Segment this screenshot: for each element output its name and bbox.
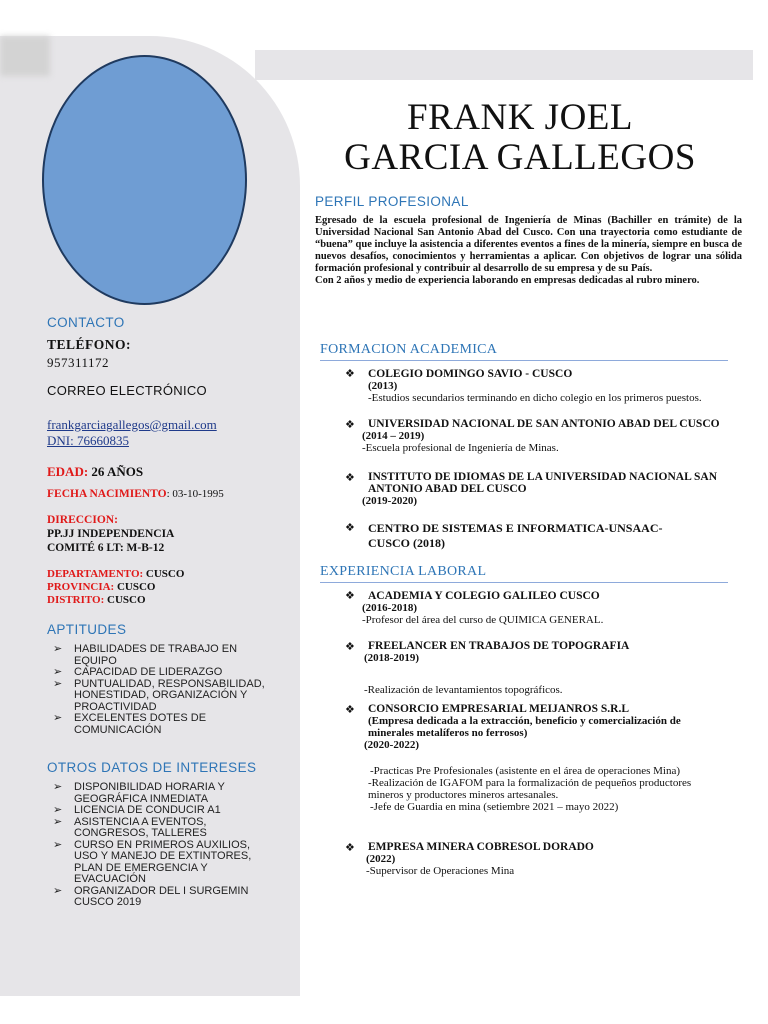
name-line-1: FRANK JOEL: [407, 97, 633, 138]
experiencia-entry: [366, 841, 746, 877]
provincia-value: CUSCO: [114, 581, 156, 593]
list-item: [47, 840, 272, 886]
experiencia-entry: [362, 590, 742, 626]
otros-text: LICENCIA DE CONDUCIR A1: [74, 804, 221, 816]
list-item: [47, 886, 272, 909]
formacion-heading: FORMACION ACADEMICA: [320, 342, 728, 361]
entry-year: (2014 – 2019): [362, 430, 425, 442]
otros-text: DISPONIBILIDAD HORARIA Y GEOGRÁFICA INMEDIATA: [74, 781, 225, 805]
diamond-icon: ❖: [345, 842, 355, 854]
entry-title: CONSORCIO EMPRESARIAL MEIJANROS S.R.L: [368, 703, 630, 715]
entry-desc: -Realización de levantamientos topográficos.: [364, 684, 563, 696]
otros-text: ORGANIZADOR DEL I SURGEMIN CUSCO 2019: [74, 884, 249, 908]
profile-photo-placeholder: [42, 55, 247, 305]
departamento-label: DEPARTAMENTO:: [47, 568, 144, 580]
diamond-icon: ❖: [345, 522, 355, 534]
otros-list: [47, 782, 272, 909]
formacion-entry: [368, 368, 738, 404]
telefono-value: 957311172: [47, 355, 110, 370]
experiencia-heading: EXPERIENCIA LABORAL: [320, 564, 728, 583]
experiencia-entry: [364, 703, 744, 813]
aptitud-text: HABILIDADES DE TRABAJO EN EQUIPO: [74, 643, 238, 667]
fecha-row: [47, 488, 224, 500]
entry-subtitle: (Empresa dedicada a la extracción, beneficio y comercialización de minerales metalíferos no ferrosos): [368, 715, 681, 739]
diamond-icon: ❖: [345, 641, 355, 653]
list-item: [47, 713, 282, 736]
formacion-entry: [362, 471, 742, 507]
perfil-text: [315, 215, 742, 287]
entry-desc: -Realización de IGAFOM para la formalización de pequeños productores mineros y productores mineros artesanales.: [368, 777, 692, 801]
arrow-icon: ➢: [53, 781, 63, 793]
entry-year: (2019-2020): [362, 495, 417, 507]
aptitudes-heading: APTITUDES: [47, 622, 127, 637]
direccion-line-2: COMITÉ 6 LT: M-B-12: [47, 542, 165, 554]
entry-desc: -Jefe de Guardia en mina (setiembre 2021 – mayo 2022): [370, 801, 619, 813]
otros-heading: OTROS DATOS DE INTERESES: [47, 760, 257, 775]
entry-title: UNIVERSIDAD NACIONAL DE SAN ANTONIO ABAD DEL CUSCO: [368, 418, 720, 430]
edad-value: 26 AÑOS: [91, 464, 144, 479]
telefono-label: TELÉFONO:: [47, 337, 132, 352]
direccion-label: DIRECCION:: [47, 514, 118, 526]
arrow-icon: ➢: [53, 815, 63, 828]
entry-desc: -Practicas Pre Profesionales (asistente en el área de operaciones Mina): [370, 765, 681, 777]
arrow-icon: ➢: [53, 712, 63, 724]
header-band: [255, 50, 753, 80]
perfil-heading: PERFIL PROFESIONAL: [315, 194, 469, 209]
formacion-entry: [362, 418, 742, 454]
dni-wrap: [47, 433, 129, 449]
list-item: [47, 679, 282, 714]
email-link-wrap: [47, 417, 217, 433]
dni-value: DNI: 76660835: [47, 433, 129, 448]
formacion-entry: [368, 521, 698, 551]
departamento-value: CUSCO: [143, 568, 185, 580]
arrow-icon: ➢: [53, 804, 63, 816]
entry-year: (2018-2019): [364, 652, 419, 664]
email-link[interactable]: frankgarciagallegos@gmail.com: [47, 417, 217, 432]
contacto-heading: CONTACTO: [47, 315, 125, 330]
entry-title: INSTITUTO DE IDIOMAS DE LA UNIVERSIDAD NACIONAL SAN ANTONIO ABAD DEL CUSCO: [368, 471, 718, 495]
distrito-value: CUSCO: [104, 594, 146, 606]
entry-title: CENTRO DE SISTEMAS E INFORMATICA-UNSAAC-CUSCO (2018): [368, 521, 663, 550]
entry-title: EMPRESA MINERA COBRESOL DORADO: [368, 841, 594, 853]
otros-text: CURSO EN PRIMEROS AUXILIOS, USO Y MANEJO DE EXTINTORES, PLAN DE EMERGENCIA Y EVACUACIÓN: [74, 838, 252, 885]
entry-year: (2020-2022): [364, 739, 419, 751]
entry-year: (2022): [366, 853, 396, 865]
entry-title: COLEGIO DOMINGO SAVIO - CUSCO: [368, 368, 573, 380]
provincia-label: PROVINCIA:: [47, 581, 115, 593]
entry-title: FREELANCER EN TRABAJOS DE TOPOGRAFIA: [368, 640, 630, 652]
aptitud-text: CAPACIDAD DE LIDERAZGO: [74, 666, 223, 678]
list-item: [47, 817, 272, 840]
list-item: [47, 782, 272, 805]
arrow-icon: ➢: [53, 838, 63, 851]
entry-year: (2016-2018): [362, 602, 417, 614]
distrito-label: DISTRITO:: [47, 594, 105, 606]
entry-title: ACADEMIA Y COLEGIO GALILEO CUSCO: [368, 590, 600, 602]
correo-label: CORREO ELECTRÓNICO: [47, 383, 207, 398]
fecha-label: FECHA NACIMIENTO: [47, 488, 167, 500]
aptitud-text: PUNTUALIDAD, RESPONSABILIDAD, HONESTIDAD, ORGANIZACIÓN Y PROACTIVIDAD: [74, 677, 265, 713]
diamond-outline-icon: ❖: [345, 590, 355, 602]
list-item: [47, 644, 282, 667]
diamond-outline-icon: ❖: [345, 472, 355, 484]
arrow-icon: ➢: [53, 666, 63, 678]
direccion-line-1: PP.JJ INDEPENDENCIA: [47, 528, 175, 540]
entry-desc: -Supervisor de Operaciones Mina: [366, 865, 515, 877]
fecha-value: : 03-10-1995: [166, 488, 224, 500]
perfil-paragraph: Egresado de la escuela profesional de Ingeniería de Minas (Bachiller en trámite) de la Universidad Nacional San Antonio Abad del Cusco. Con una trayectoria como estudiante de “buena” que incluye la asistencia a diferentes eventos a fines de la minería, siempre en busca de nuevos desafíos, conocimientos y herramientas a aplicar. Con objetivos de lograr una sólida formación profesional y contribuir al desarrollo de su empresa y de su País.: [315, 215, 742, 274]
name-line-2: GARCIA GALLEGOS: [344, 137, 696, 178]
entry-desc: -Estudios secundarios terminando en dicho colegio en los primeros puestos.: [368, 392, 702, 404]
corner-shadow: [0, 36, 50, 76]
arrow-icon: ➢: [53, 884, 63, 897]
aptitudes-list: [47, 644, 282, 736]
otros-text: ASISTENCIA A EVENTOS, CONGRESOS, TALLERES: [74, 815, 207, 839]
diamond-icon: ❖: [345, 704, 355, 716]
arrow-icon: ➢: [53, 643, 63, 655]
arrow-icon: ➢: [53, 677, 63, 690]
entry-desc: -Profesor del área del curso de QUIMICA GENERAL.: [362, 614, 604, 626]
edad-label: EDAD:: [47, 464, 89, 479]
diamond-icon: ❖: [345, 368, 355, 380]
experiencia-entry: [364, 640, 744, 696]
entry-year: (2013): [368, 380, 398, 392]
aptitud-text: EXCELENTES DOTES DE COMUNICACIÓN: [74, 712, 207, 736]
perfil-paragraph-2: Con 2 años y medio de experiencia laborando en empresas dedicadas al rubro minero.: [315, 275, 700, 286]
ubicacion-block: [47, 568, 184, 607]
diamond-outline-icon: ❖: [345, 419, 355, 431]
edad-row: [47, 464, 143, 480]
entry-desc: -Escuela profesional de Ingeniería de Minas.: [362, 442, 559, 454]
